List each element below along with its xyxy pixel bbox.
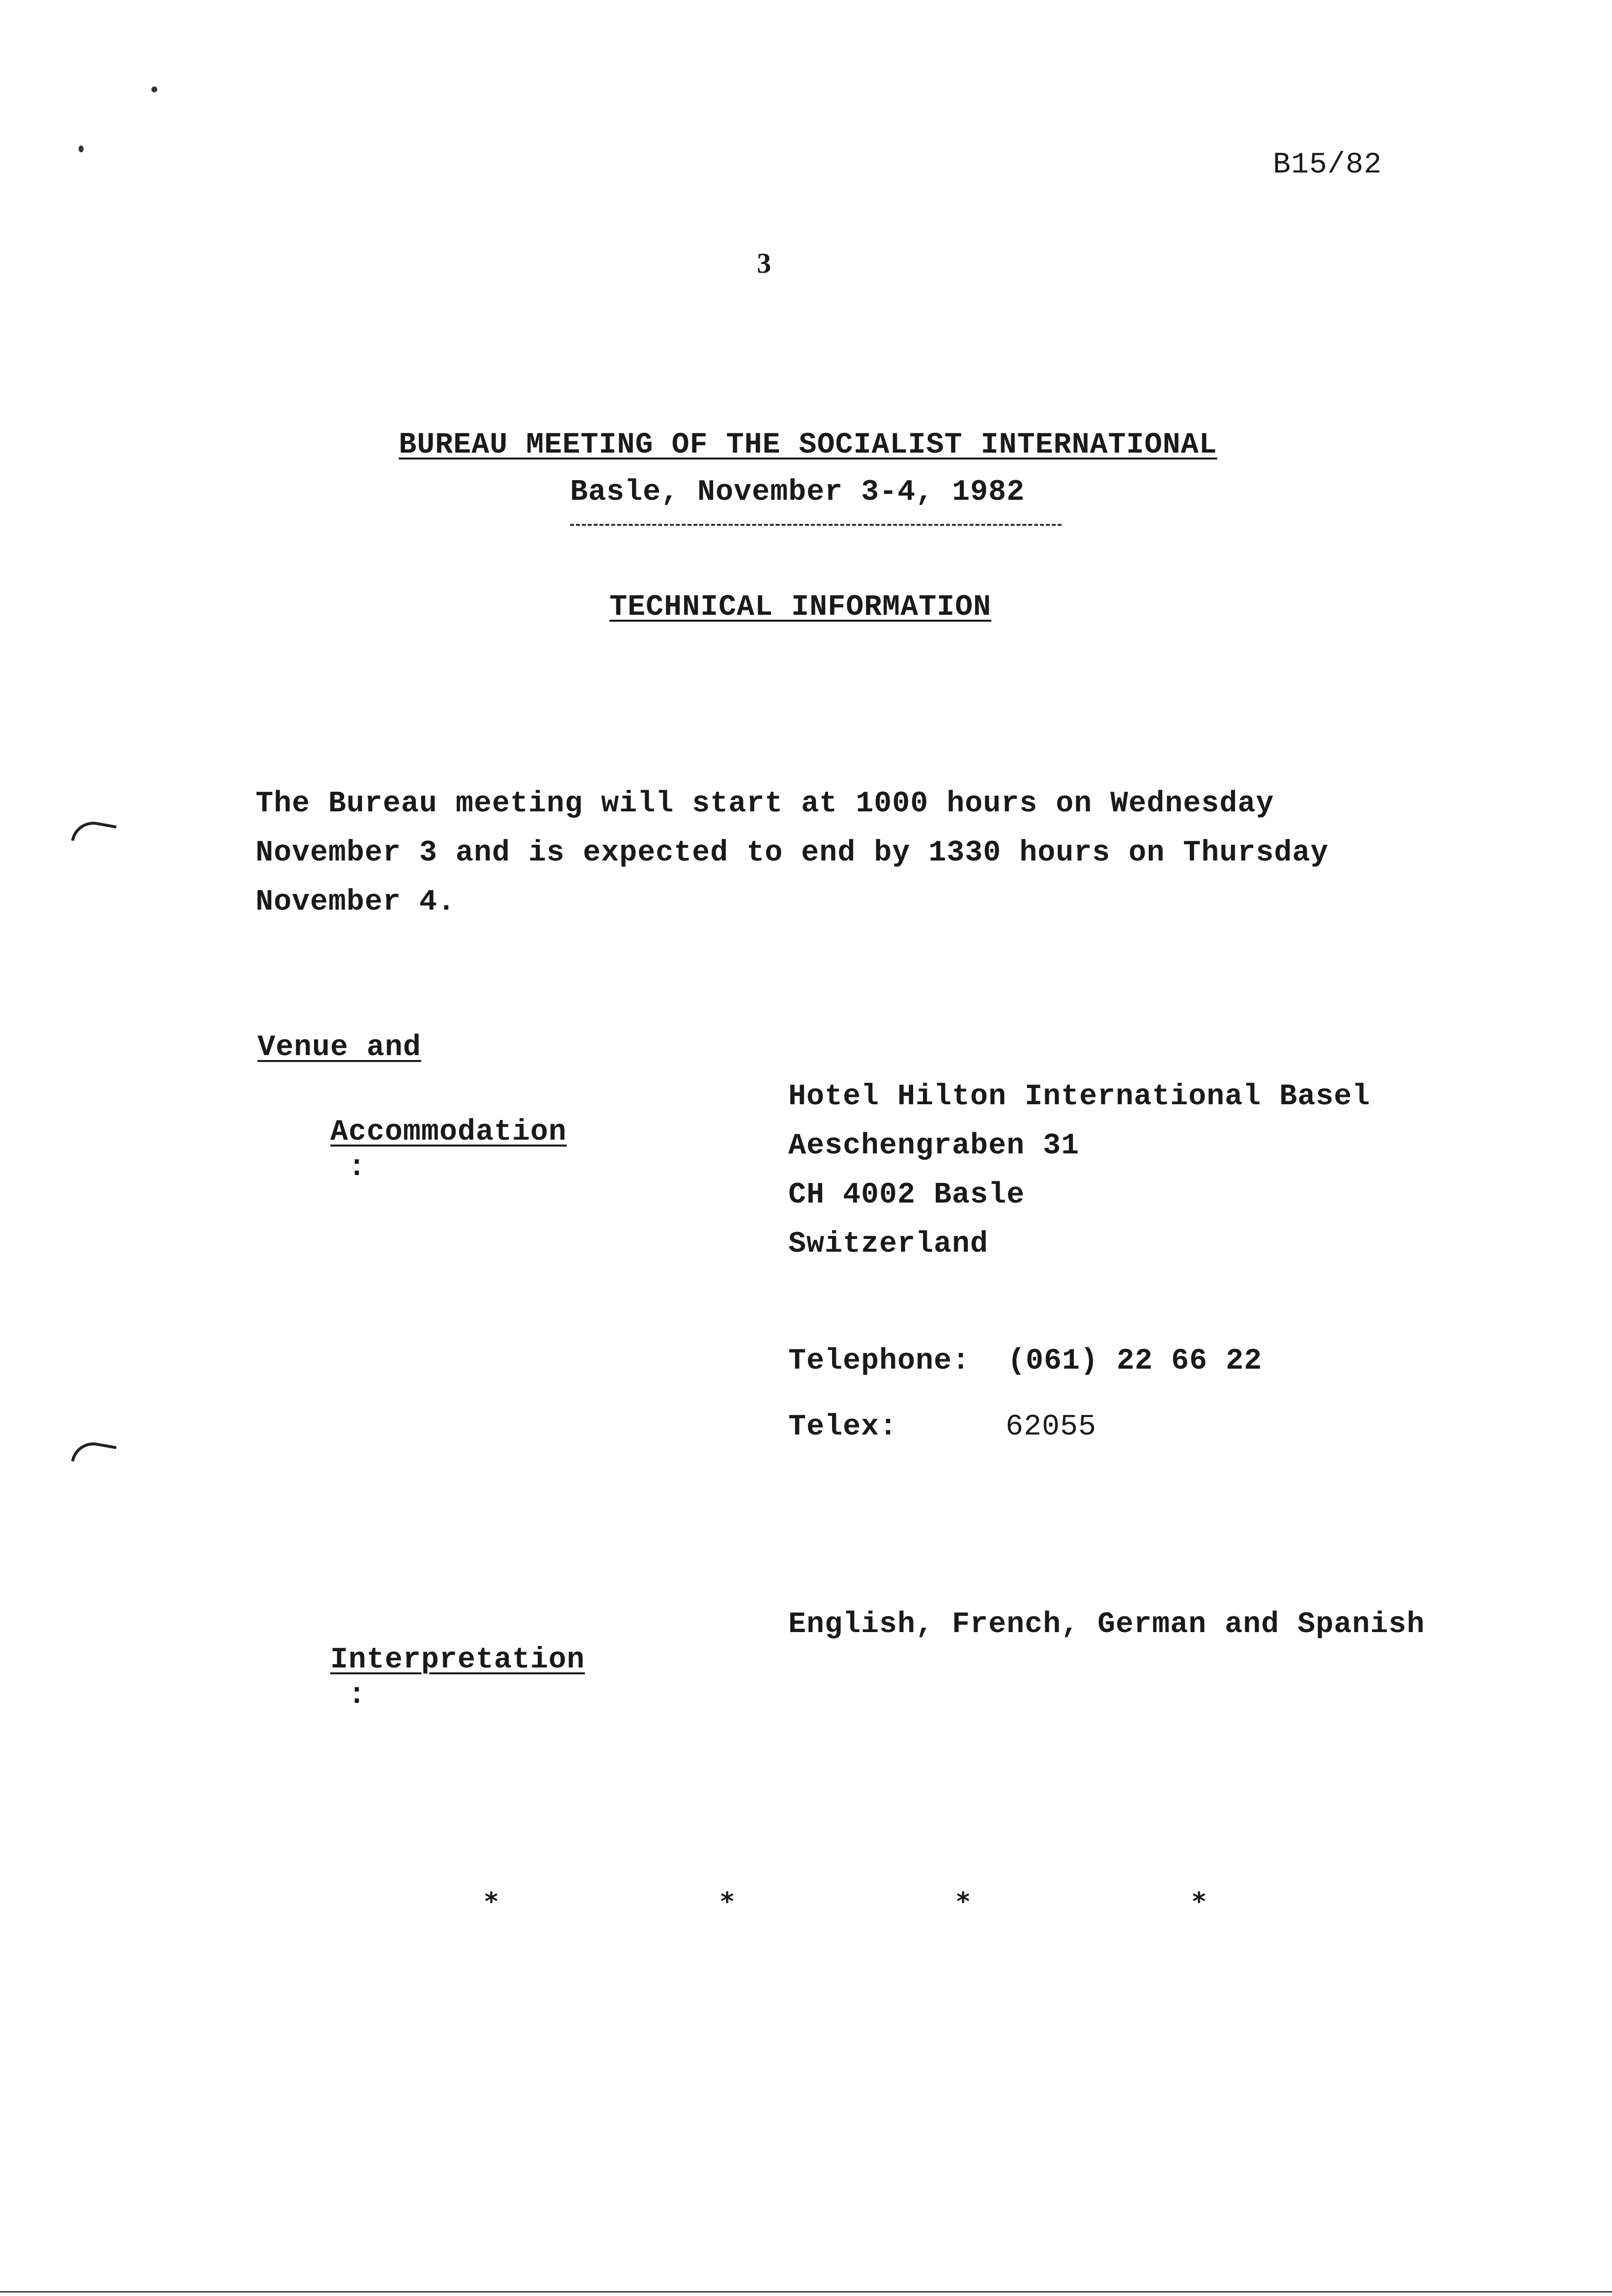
meeting-place-date: Basle, November 3-4, 1982 xyxy=(570,476,1025,509)
venue-address-line-4: Switzerland xyxy=(788,1228,989,1261)
hole-punch-mark-top xyxy=(71,818,117,848)
interpretation-value: English, French, German and Spanish xyxy=(788,1608,1425,1641)
interpretation-colon: : xyxy=(348,1679,367,1712)
scan-speck xyxy=(79,145,84,152)
separator-star: * xyxy=(956,1887,970,1917)
place-date-underline xyxy=(570,524,1062,526)
intro-line-3: November 4. xyxy=(256,886,456,919)
hole-punch-mark-bottom xyxy=(71,1439,117,1468)
document-title-text: BUREAU MEETING OF THE SOCIALIST INTERNATIONAL xyxy=(399,429,1217,462)
interpretation-label-row xyxy=(258,1607,585,1749)
telex-value: 62055 xyxy=(1006,1410,1097,1444)
document-reference: B15/82 xyxy=(1273,148,1382,182)
venue-label-line-1: Venue and xyxy=(258,1031,422,1064)
page-bottom-edge xyxy=(0,2291,1612,2293)
page-number: 3 xyxy=(757,247,772,279)
interpretation-label: Interpretation xyxy=(330,1643,585,1677)
telephone-value: (061) 22 66 22 xyxy=(1008,1345,1263,1378)
venue-label-text: Accommodation xyxy=(330,1116,567,1149)
intro-line-2: November 3 and is expected to end by 1330 hours on Thursday xyxy=(256,836,1329,870)
section-heading: TECHNICAL INFORMATION xyxy=(609,591,992,624)
separator-star: * xyxy=(1192,1887,1206,1917)
venue-address-line-2: Aeschengraben 31 xyxy=(788,1129,1080,1163)
telex-label: Telex: xyxy=(788,1410,898,1444)
separator-star: * xyxy=(485,1887,498,1917)
telephone-label: Telephone: xyxy=(788,1345,971,1378)
separator-star: * xyxy=(720,1887,734,1917)
scan-speck xyxy=(151,86,157,92)
venue-address-line-1: Hotel Hilton International Basel xyxy=(788,1080,1371,1114)
venue-label-line-2 xyxy=(258,1079,567,1221)
intro-line-1: The Bureau meeting will start at 1000 hours on Wednesday xyxy=(256,787,1274,821)
venue-address-line-3: CH 4002 Basle xyxy=(788,1178,1025,1212)
venue-label-colon: : xyxy=(348,1151,367,1184)
